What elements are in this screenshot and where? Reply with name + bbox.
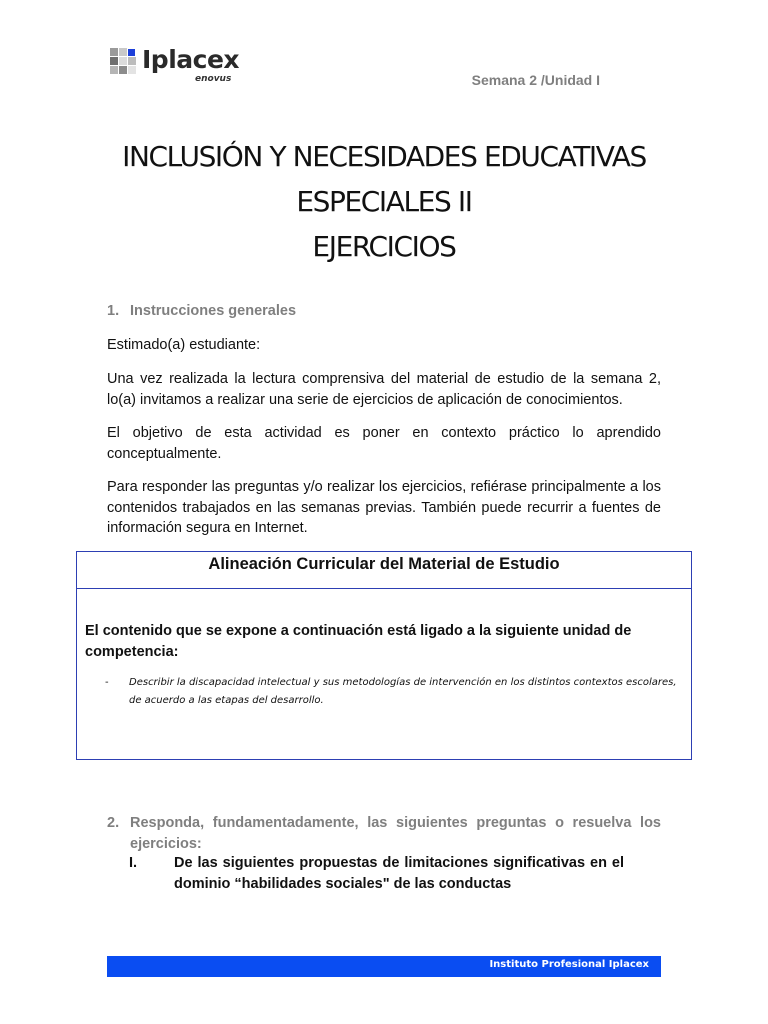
bullet-dash: - xyxy=(105,677,109,688)
week-unit-label: Semana 2 /Unidad I xyxy=(471,72,600,88)
curricular-alignment-box xyxy=(76,551,692,760)
paragraph-3-text: Para responder las preguntas y/o realizar los ejercicios, refiérase principalmente a los contenidos trabajados en las semanas previas. También puede recurrir a fuentes de información segura en Internet. xyxy=(107,479,661,536)
question-numeral: I. xyxy=(129,855,138,871)
competency-item-text: Describir la discapacidad intelectual y sus metodologías de intervención en los distintos contextos escolares, de acuerdo a las etapas del desarrollo. xyxy=(129,677,677,706)
section-2-title: Responda, fundamentadamente, las siguientes preguntas o resuelva los ejercicios: xyxy=(130,815,661,852)
logo-squares-icon xyxy=(110,48,138,78)
alignment-box-title: Alineación Curricular del Material de Estudio xyxy=(77,552,691,589)
section-2-number: 2. xyxy=(107,815,120,831)
iplacex-logo xyxy=(110,46,240,86)
section-1-number: 1. xyxy=(107,303,120,319)
section-1-title: Instrucciones generales xyxy=(130,303,297,319)
competency-intro: El contenido que se expone a continuación está ligado a la siguiente unidad de competencia: xyxy=(85,623,632,660)
title-line-3: EJERCICIOS xyxy=(312,230,456,263)
paragraph-1 xyxy=(107,369,661,410)
question-1 xyxy=(107,853,661,894)
title-line-2: ESPECIALES II xyxy=(296,185,472,218)
document-title xyxy=(60,134,708,269)
logo-text: Iplacex xyxy=(142,45,240,74)
competency-item xyxy=(105,674,685,710)
paragraph-2 xyxy=(107,423,661,464)
section-1-heading xyxy=(107,301,661,322)
section-2-heading xyxy=(107,813,661,854)
paragraph-3 xyxy=(107,477,661,539)
title-line-1: INCLUSIÓN Y NECESIDADES EDUCATIVAS xyxy=(122,140,646,173)
paragraph-2-text: El objetivo de esta actividad es poner en contexto práctico lo aprendido conceptualmente. xyxy=(107,425,661,462)
footer-institution: Instituto Profesional Iplacex xyxy=(489,959,649,970)
paragraph-1-text: Una vez realizada la lectura comprensiva del material de estudio de la semana 2, lo(a) invitamos a realizar una serie de ejercicios de aplicación de conocimientos. xyxy=(107,371,661,408)
logo-subtext: enovus xyxy=(195,74,232,84)
footer-bar xyxy=(107,956,661,977)
greeting-text: Estimado(a) estudiante: xyxy=(107,337,261,353)
question-text: De las siguientes propuestas de limitaciones significativas en el dominio “habilidades sociales" de las conductas xyxy=(174,855,624,892)
greeting xyxy=(107,335,661,356)
